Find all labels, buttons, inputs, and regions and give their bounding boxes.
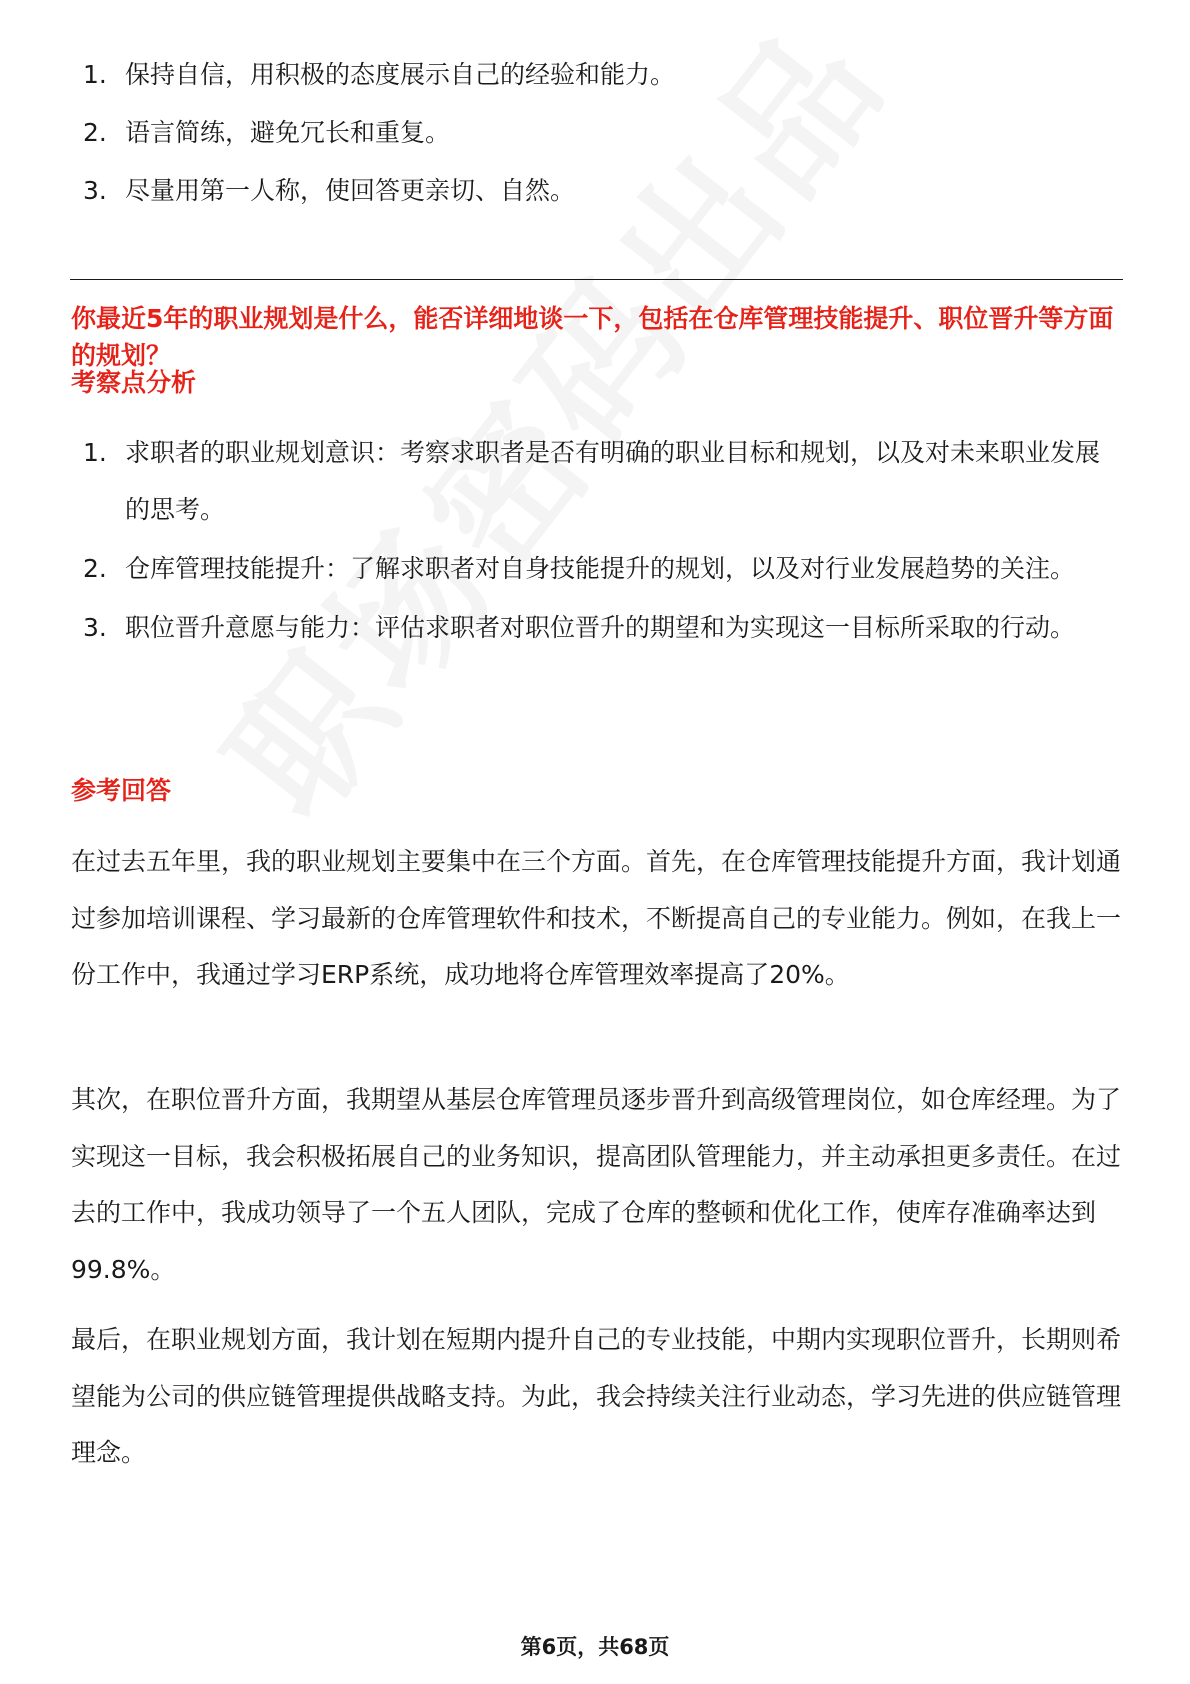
list-text: 尽量用第一人称，使回答更亲切、自然。 xyxy=(125,176,576,205)
list-number: 1. xyxy=(83,438,107,467)
list-text: 职位晋升意愿与能力：评估求职者对职位晋升的期望和为实现这一目标所采取的行动。 xyxy=(125,613,1076,642)
question-title: 你最近5年的职业规划是什么，能否详细地谈一下，包括在仓库管理技能提升、职位晋升等方面的规划？ xyxy=(71,304,1114,370)
answer-paragraph: 在过去五年里，我的职业规划主要集中在三个方面。首先，在仓库管理技能提升方面，我计划通过参加培训课程、学习最新的仓库管理软件和技术，不断提高自己的专业能力。例如，在我上一份工作中，我通过学习ERP系统，成功地将仓库管理效率提高了20%。 xyxy=(71,847,1122,989)
answer-paragraph: 其次，在职位晋升方面，我期望从基层仓库管理员逐步晋升到高级管理岗位，如仓库经理。为了实现这一目标，我会积极拓展自己的业务知识，提高团队管理能力，并主动承担更多责任。在过去的工作中，我成功领导了一个五人团队，完成了仓库的整顿和优化工作，使库存准确率达到99.8%。 xyxy=(71,1085,1122,1284)
list-number: 1. xyxy=(83,60,107,89)
list-number: 3. xyxy=(83,176,107,205)
list-item xyxy=(83,62,1123,88)
list-number: 2. xyxy=(83,118,107,147)
list-item xyxy=(83,599,1123,656)
page-footer: 第6页，共68页 xyxy=(520,1635,670,1659)
list-item xyxy=(83,424,1123,538)
list-text: 保持自信，用积极的态度展示自己的经验和能力。 xyxy=(125,60,676,89)
analysis-list xyxy=(83,424,1123,658)
answer-paragraph: 最后，在职业规划方面，我计划在短期内提升自己的专业技能，中期内实现职位晋升，长期则希望能为公司的供应链管理提供战略支持。为此，我会持续关注行业动态，学习先进的供应链管理理念。 xyxy=(71,1325,1122,1467)
list-item xyxy=(83,120,1123,146)
list-number: 2. xyxy=(83,554,107,583)
list-text: 求职者的职业规划意识：考察求职者是否有明确的职业目标和规划，以及对未来职业发展的思考。 xyxy=(125,438,1101,524)
analysis-heading: 考察点分析 xyxy=(71,368,197,397)
list-text: 仓库管理技能提升：了解求职者对自身技能提升的规划，以及对行业发展趋势的关注。 xyxy=(125,554,1076,583)
list-text: 语言简练，避免冗长和重复。 xyxy=(125,118,451,147)
list-item xyxy=(83,178,1123,204)
section-divider xyxy=(70,279,1123,280)
list-item xyxy=(83,540,1123,597)
tips-list xyxy=(83,62,1123,236)
list-number: 3. xyxy=(83,613,107,642)
answer-heading: 参考回答 xyxy=(71,776,172,805)
